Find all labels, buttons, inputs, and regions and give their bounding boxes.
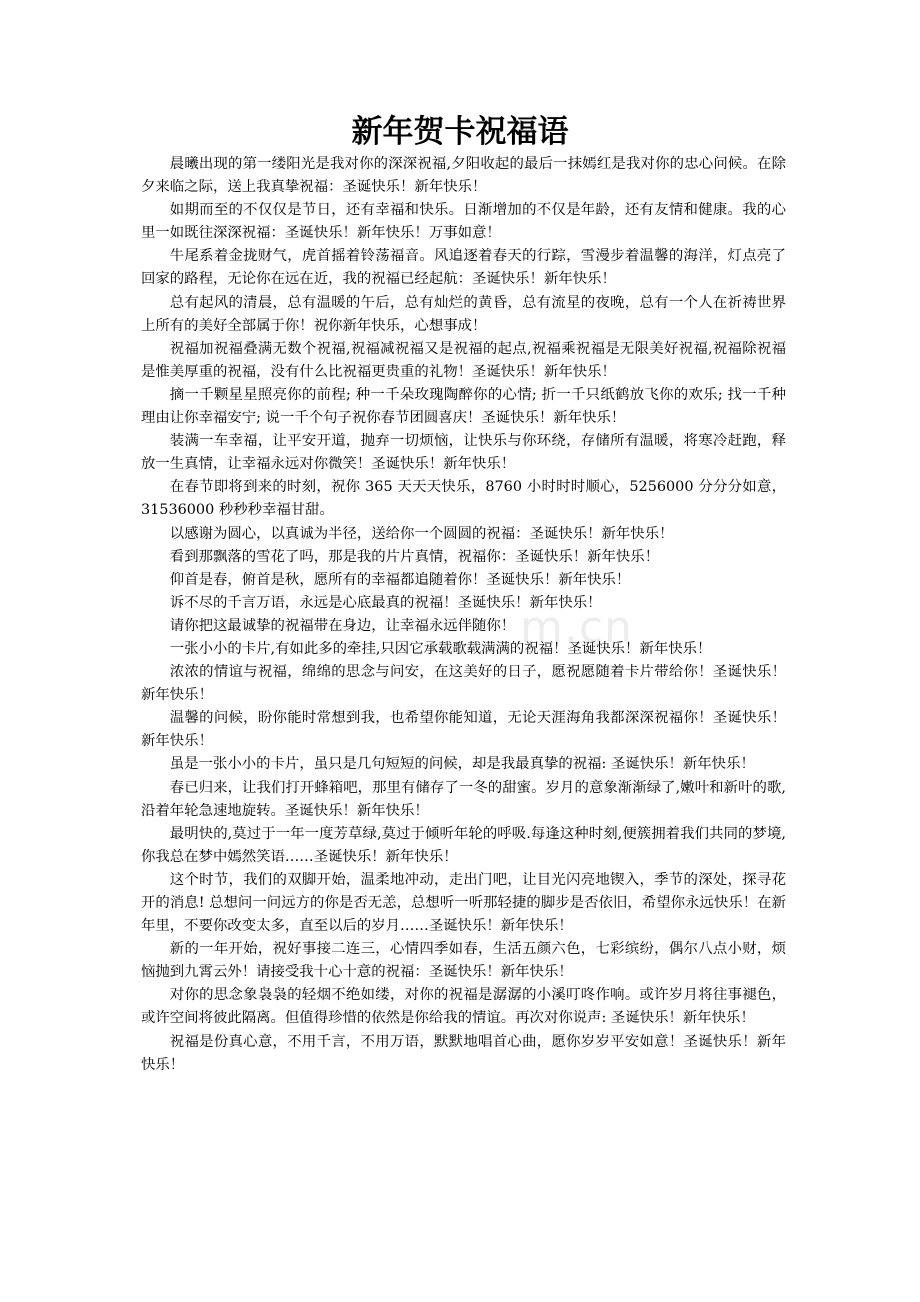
paragraph: 新的一年开始，祝好事接二连三，心情四季如春，生活五颜六色，七彩缤纷，偶尔八点小财，烦恼抛到九霄云外！请接受我十心十意的祝福：圣诞快乐！新年快乐！	[141, 941, 786, 981]
document-body	[141, 153, 786, 1077]
paragraph: 祝福是份真心意，不用千言，不用万语，默默地唱首心曲，愿你岁岁平安如意！圣诞快乐！新年快乐！	[141, 1033, 786, 1073]
paragraph: 摘一千颗星星照亮你的前程; 种一千朵玫瑰陶醉你的心情; 折一千只纸鹤放飞你的欢乐; 找一千种理由让你幸福安宁; 说一千个句子祝你春节团圆喜庆！圣诞快乐！新年快乐！	[141, 386, 786, 427]
paragraph: 诉不尽的千言万语，永远是心底最真的祝福！圣诞快乐！新年快乐！	[169, 594, 602, 611]
paragraph: 请你把这最诚挚的祝福带在身边，让幸福永远伴随你！	[169, 617, 516, 634]
paragraph: 虽是一张小小的卡片，虽只是几句短短的问候，却是我最真挚的祝福: 圣诞快乐！新年快乐！	[169, 756, 755, 773]
paragraph: 装满一车幸福，让平安开道，抛弃一切烦恼，让快乐与你环绕，存储所有温暖，将寒冷赶跑，释放一生真情，让幸福永远对你微笑！圣诞快乐！新年快乐！	[141, 433, 786, 473]
paragraph: 以感谢为圆心，以真诚为半径，送给你一个圆圆的祝福：圣诞快乐！新年快乐！	[169, 525, 674, 542]
paragraph: 总有起风的清晨，总有温暖的午后，总有灿烂的黄昏，总有流星的夜晚，总有一个人在祈祷世界上所有的美好全部属于你！祝你新年快乐，心想事成！	[141, 294, 786, 334]
paragraph: 温馨的问候，盼你能时常想到我，也希望你能知道，无论天涯海角我都深深祝福你！圣诞快乐！新年快乐！	[141, 710, 786, 750]
paragraph: 晨曦出现的第一缕阳光是我对你的深深祝福,夕阳收起的最后一抹嫣红是我对你的忠心问候。在除夕来临之际，送上我真挚祝福：圣诞快乐！新年快乐！	[141, 156, 786, 196]
paragraph: 在春节即将到来的时刻，祝你 365 天天天快乐，8760 小时时时顺心，5256000 分分分如意，31536000 秒秒秒幸福甘甜。	[141, 479, 786, 519]
paragraph: 春已归来，让我们打开蜂箱吧，那里有储存了一冬的甜蜜。岁月的意象渐渐绿了,嫩叶和新叶的歌,沿着年轮急速地旋转。圣诞快乐！新年快乐！	[141, 779, 786, 819]
paragraph: 祝福加祝福叠满无数个祝福,祝福减祝福又是祝福的起点,祝福乘祝福是无限美好祝福,祝福除祝福是惟美厚重的祝福，没有什么比祝福更贵重的礼物！圣诞快乐！新年快乐！	[141, 340, 786, 380]
paragraph: 如期而至的不仅仅是节日，还有幸福和快乐。日渐增加的不仅是年龄，还有友情和健康。我的心里一如既往深深祝福：圣诞快乐！新年快乐！万事如意！	[141, 202, 786, 242]
paragraph: 这个时节，我们的双脚开始，温柔地冲动，走出门吧，让目光闪亮地锲入，季节的深处，探寻花开的消息! 总想问一问远方的你是否无恙，总想听一听那轻捷的脚步是否依旧，希望你永远快乐！在新年里，不要你改变太多，直至以后的岁月……圣诞快乐！新年快乐！	[141, 871, 786, 935]
paragraph: 浓浓的情谊与祝福，绵绵的思念与问安，在这美好的日子，愿祝愿随着卡片带给你！圣诞快乐！新年快乐！	[141, 664, 786, 704]
paragraph: 对你的思念象袅袅的轻烟不绝如缕，对你的祝福是潺潺的小溪叮咚作响。或许岁月将往事褪色，或许空间将彼此隔离。但值得珍惜的依然是你给我的情谊。再次对你说声: 圣诞快乐！新年快乐！	[141, 987, 786, 1027]
paragraph: 看到那飘落的雪花了吗，那是我的片片真情，祝福你：圣诞快乐！新年快乐！	[169, 548, 660, 565]
watermark: m.cn	[520, 602, 633, 653]
paragraph: 最明快的,莫过于一年一度芳草绿,莫过于倾听年轮的呼吸.每逢这种时刻,便簇拥着我们共同的梦境,你我总在梦中嫣然笑语……圣诞快乐！新年快乐！	[141, 825, 786, 865]
paragraph: 牛尾系着金拢财气，虎首摇着铃荡福音。风追逐着春天的行踪，雪漫步着温馨的海洋，灯点亮了回家的路程，无论你在远在近，我的祝福已经起航：圣诞快乐！新年快乐！	[141, 248, 786, 288]
paragraph: 仰首是春，俯首是秋，愿所有的幸福都追随着你！圣诞快乐！新年快乐！	[169, 571, 631, 588]
paragraph: 一张小小的卡片,有如此多的牵挂,只因它承载歌载满满的祝福！圣诞快乐！新年快乐！	[169, 640, 712, 657]
page-title: 新年贺卡祝福语	[351, 114, 569, 150]
